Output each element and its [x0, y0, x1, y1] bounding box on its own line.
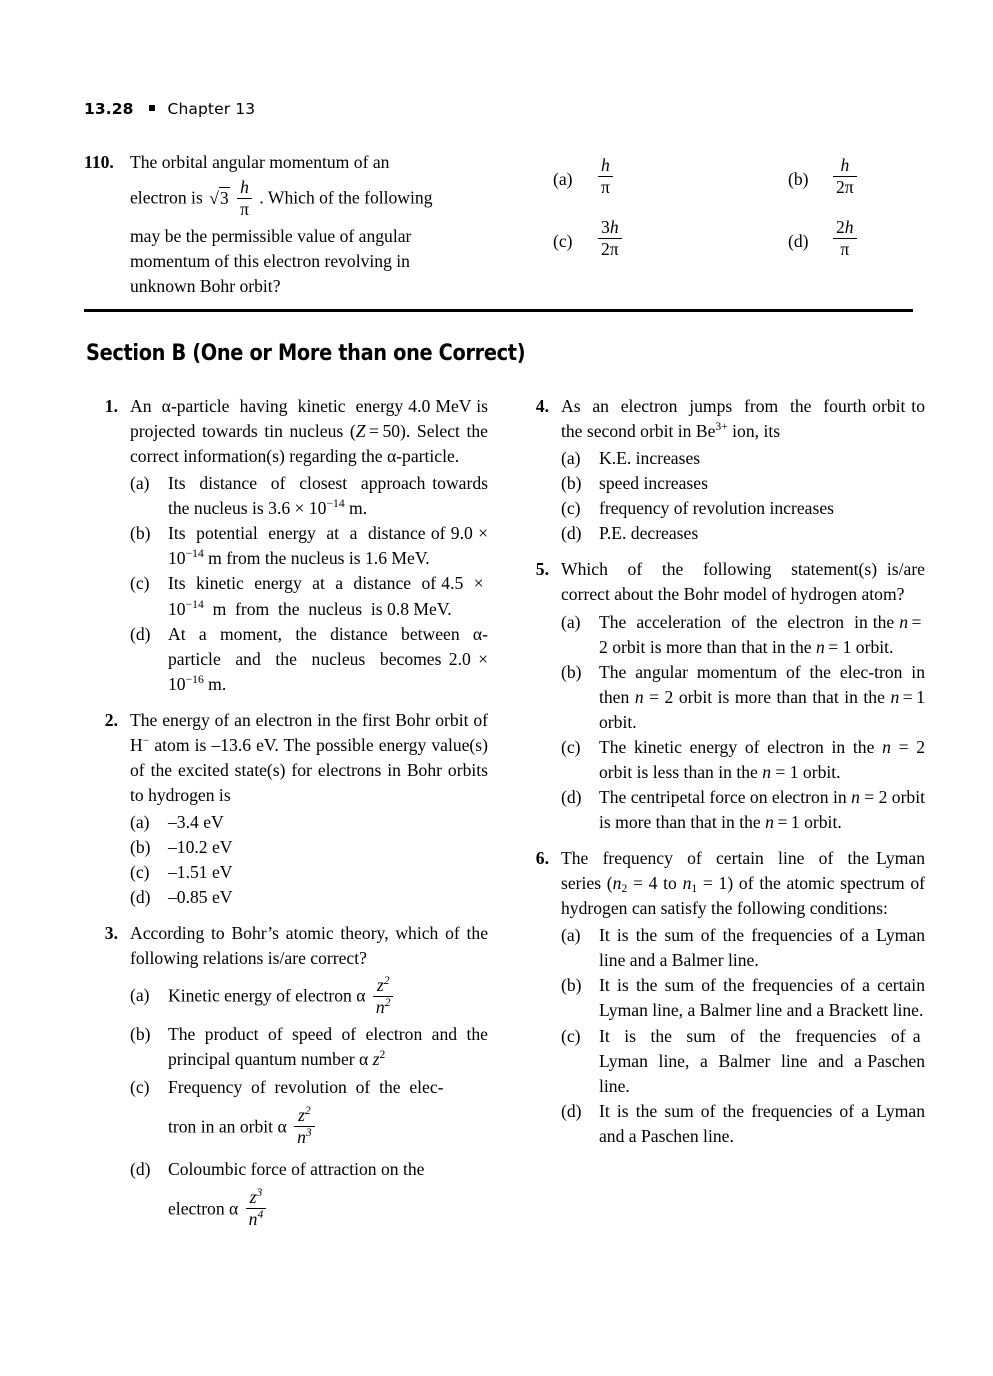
q110-stem-line4: momentum of this electron revolving in: [130, 251, 410, 272]
question-3-options: [130, 974, 488, 1230]
option-b-label[interactable]: (b): [788, 169, 809, 189]
option-label: (c): [130, 862, 150, 883]
square-bullet-icon: [149, 105, 155, 111]
option-label: (b): [561, 975, 582, 996]
option-item[interactable]: (c) The kinetic energy of electron in the n = 2 orbit is less than in the n = 1 orbit.: [561, 736, 925, 782]
option-item[interactable]: [130, 974, 488, 1018]
question-5: [515, 557, 925, 835]
option-b-numerator: h: [840, 154, 850, 175]
fraction-numerator: $z^3$: [249, 1186, 263, 1208]
chapter-label: Chapter 13: [167, 100, 256, 118]
fraction-numerator: h: [240, 176, 249, 197]
option-item[interactable]: (b) Its potential energy at a distance of $9.0 \times 10^{-14}$ m from the nucleus is 1.6 MeV.: [130, 523, 488, 569]
option-text: –1.51 eV: [168, 862, 233, 883]
option-item[interactable]: (c) Its kinetic energy at a distance of $4.5 \times 10^{-14}$ m from the nucleus is 0.8 MeV.: [130, 573, 488, 619]
option-label: (c): [561, 1025, 581, 1046]
option-label: (a): [130, 473, 150, 494]
question-3-number: 3.: [104, 923, 118, 944]
question-1-options: [130, 471, 488, 697]
question-3-stem: According to Bohr’s atomic theory, which of the following relations is/are correct?: [130, 923, 488, 969]
fraction-denominator: $n^4$: [246, 1208, 267, 1229]
option-item[interactable]: [130, 885, 488, 910]
question-110-stem: [130, 150, 488, 300]
option-label: (d): [130, 1158, 151, 1179]
question-2-options: [130, 810, 488, 910]
section-divider-rule: [84, 309, 913, 312]
question-2-stem: The energy of an electron in the first Bohr orbit of H− atom is –13.6 eV. The possible energy value(s) of the excited state(s) for electrons in Bohr orbits to hydrogen is: [130, 709, 488, 805]
question-4-number: 4.: [535, 396, 549, 416]
option-label: (a): [561, 448, 581, 469]
q110-stem-line2-pre: electron is: [130, 187, 203, 208]
question-6-options: [561, 923, 925, 1149]
question-1-stem: An α-particle having kinetic energy 4.0 MeV is projected towards tin nucleus (Z = 50). Select the correct information(s) regarding the α-particle.: [130, 396, 488, 467]
option-text: speed increases: [599, 473, 708, 494]
option-d-value: [830, 216, 860, 260]
question-1-number: 1.: [104, 396, 118, 416]
question-110-options: [553, 155, 933, 279]
option-item[interactable]: (d) At a moment, the distance between α-particle and the nucleus becomes $2.0 \times 10^{-16}$ m.: [130, 623, 488, 694]
q110-stem-line2-post: . Which of the following: [259, 187, 433, 208]
option-item[interactable]: (d) Coloumbic force of attraction on the electron α $\frac{z^3}{n^4}$: [130, 1158, 425, 1230]
option-text: –0.85 eV: [168, 887, 233, 908]
question-4-stem: As an electron jumps from the fourth orbit to the second orbit in $Be^{3+}$ ion, its: [561, 396, 925, 442]
option-text: –10.2 eV: [168, 837, 233, 858]
option-item[interactable]: (b) It is the sum of the frequencies of a certain Lyman line, a Balmer line and a Brackett line.: [561, 975, 925, 1021]
option-label: (c): [130, 1076, 150, 1097]
right-column: [515, 394, 925, 1160]
question-6: [515, 846, 925, 1149]
question-4: [515, 394, 925, 546]
option-item[interactable]: [561, 521, 925, 546]
option-label: (b): [130, 837, 151, 858]
option-d-label[interactable]: (d): [788, 231, 809, 251]
option-text: frequency of revolution increases: [599, 498, 834, 519]
option-item[interactable]: [561, 471, 925, 496]
q110-stem-line3: may be the permissible value of angular: [130, 226, 412, 247]
question-2: [84, 708, 488, 911]
fraction-denominator: $n^2$: [373, 996, 394, 1017]
option-b-value: [830, 154, 860, 198]
question-5-stem: Which of the following statement(s) is/are correct about the Bohr model of hydrogen atom?: [561, 559, 925, 605]
option-label: (a): [130, 985, 150, 1006]
option-item[interactable]: (d) The centripetal force on electron in n = 2 orbit is more than that in the n = 1 orbit.: [561, 786, 926, 832]
question-6-stem: The frequency of certain line of the Lyman series ($n_2 = 4$ to $n_1 = 1$) of the atomic spectrum of hydrogen can satisfy the following conditions:: [561, 848, 926, 919]
z3-over-n4-fraction: [246, 1188, 267, 1229]
option-label: (b): [561, 661, 582, 682]
left-column: [84, 394, 488, 1242]
option-item[interactable]: (c) Frequency of revolution of the elec- tron in an orbit α $\frac{z^2}{n^3}$: [130, 1076, 444, 1148]
option-label: (a): [561, 925, 581, 946]
option-label: (a): [130, 812, 150, 832]
option-item[interactable]: [561, 496, 925, 521]
question-1: [84, 394, 488, 697]
option-item[interactable]: [130, 810, 488, 835]
option-label: (d): [561, 523, 582, 544]
option-item[interactable]: (c) It is the sum of the frequencies of a Lyman line, a Balmer line and a Paschen line.: [561, 1025, 925, 1096]
h-over-pi-fraction: [237, 178, 252, 219]
option-label: (d): [130, 887, 151, 908]
question-4-options: [561, 446, 925, 546]
option-label: (c): [130, 573, 150, 594]
option-label: (b): [561, 473, 582, 494]
option-label: (d): [561, 1100, 582, 1121]
option-item[interactable]: (a) It is the sum of the frequencies of a Lyman line and a Balmer line.: [561, 925, 925, 971]
option-item[interactable]: (a) The acceleration of the electron in the n = 2 orbit is more than that in the n = 1 orbit.: [561, 611, 925, 657]
option-text: Kinetic energy of electron α: [168, 985, 366, 1006]
option-b-denominator: 2π: [833, 176, 857, 197]
option-label: (c): [561, 498, 581, 519]
z2-over-n3-fraction: [294, 1106, 315, 1147]
question-3: [84, 921, 488, 1230]
option-item[interactable]: (b) The product of speed of electron and the principal quantum number α $z^2$: [130, 1024, 488, 1070]
option-label: (c): [561, 736, 581, 757]
question-110: [84, 150, 488, 300]
option-text: P.E. decreases: [599, 523, 699, 544]
fraction-numerator: $z^2$: [376, 974, 390, 995]
option-row-ab: [553, 155, 933, 217]
option-d-denominator: π: [833, 238, 857, 259]
option-item[interactable]: [561, 446, 925, 471]
option-label: (b): [130, 1024, 151, 1045]
option-c-value: [595, 216, 625, 260]
sqrt-radicand: 3: [219, 187, 229, 208]
option-item[interactable]: [130, 860, 488, 885]
option-c-label[interactable]: (c): [553, 231, 573, 251]
option-a-denominator: π: [598, 176, 613, 197]
option-label: (b): [130, 523, 151, 544]
option-item[interactable]: (d) It is the sum of the frequencies of a Lyman and a Paschen line.: [561, 1100, 925, 1146]
option-c-numerator: 3h: [601, 216, 619, 237]
option-label: (d): [561, 786, 582, 807]
running-head: [84, 100, 255, 118]
page-folio: 13.28: [84, 100, 134, 118]
option-row-cd: [553, 217, 933, 279]
option-c-denominator: 2π: [598, 238, 622, 259]
sqrt-expression: √3: [209, 187, 229, 208]
option-a-value: [595, 154, 616, 198]
question-5-number: 5.: [535, 559, 549, 580]
option-a-label[interactable]: (a): [553, 169, 573, 189]
question-6-number: 6.: [535, 848, 549, 869]
option-item[interactable]: (a) Its distance of closest approach towards the nucleus is $3.6 \times 10^{-14}$ m.: [130, 473, 488, 519]
q110-stem-line5: unknown Bohr orbit?: [130, 276, 281, 297]
fraction-numerator: $z^2$: [298, 1104, 311, 1126]
question-5-options: [561, 610, 925, 836]
fraction-denominator: $n^3$: [294, 1126, 315, 1147]
option-a-numerator: h: [601, 154, 610, 175]
option-label: (d): [130, 623, 151, 644]
option-text: –3.4 eV: [168, 812, 224, 832]
option-label: (a): [561, 611, 581, 632]
question-110-number: 110.: [84, 152, 114, 172]
option-item[interactable]: (b) The angular momentum of the elec-tron in then n = 2 orbit is more than that in the n = 1 orbit.: [561, 661, 925, 732]
option-text: K.E. increases: [599, 448, 701, 469]
option-d-numerator: 2h: [836, 216, 854, 237]
q110-stem-line1: The orbital angular momentum of an: [130, 152, 390, 172]
fraction-denominator: π: [237, 198, 252, 219]
z2-over-n2-fraction: [373, 976, 394, 1017]
section-heading: Section B (One or More than one Correct): [86, 340, 526, 366]
option-item[interactable]: [130, 835, 488, 860]
question-2-number: 2.: [104, 709, 118, 730]
